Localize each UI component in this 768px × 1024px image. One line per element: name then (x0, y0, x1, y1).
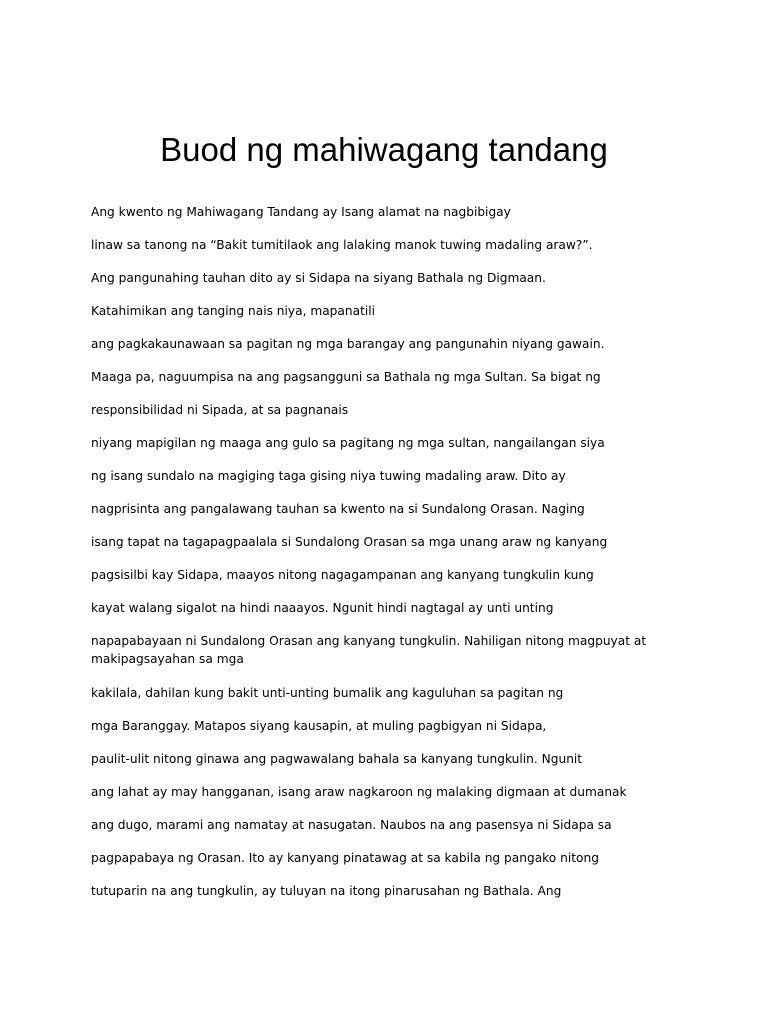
paragraph-line: kakilala, dahilan kung bakit unti-unting bumalik ang kaguluhan sa pagitan ng (91, 686, 564, 700)
paragraph-line: ang lahat ay may hangganan, isang araw nagkaroon ng malaking digmaan at dumanak (91, 785, 627, 799)
paragraph-line: mga Baranggay. Matapos siyang kausapin, at muling pagbigyan ni Sidapa, (91, 719, 547, 733)
paragraph-line: niyang mapigilan ng maaga ang gulo sa pagitang ng mga sultan, nangailangan siya (91, 436, 605, 450)
paragraph-line: tutuparin na ang tungkulin, ay tuluyan na itong pinarusahan ng Bathala. Ang (91, 884, 562, 898)
paragraph-line: ang dugo, marami ang namatay at nasugatan. Naubos na ang pasensya ni Sidapa sa (91, 818, 612, 832)
paragraph-line: kayat walang sigalot na hindi naaayos. Ngunit hindi nagtagal ay unti unting (91, 601, 554, 615)
paragraph-line: pagpapabaya ng Orasan. Ito ay kanyang pinatawag at sa kabila ng pangako nitong (91, 851, 599, 865)
paragraph-line: Ang kwento ng Mahiwagang Tandang ay Isang alamat na nagbibigay (91, 205, 511, 219)
paragraph-line: napapabayaan ni Sundalong Orasan ang kanyang tungkulin. Nahiligan nitong magpuyat at makipagsayahan sa mga (91, 634, 647, 666)
page-title: Buod ng mahiwagang tandang (160, 131, 608, 168)
paragraph-line: pagsisilbi kay Sidapa, maayos nitong nagagampanan ang kanyang tungkulin kung (91, 568, 594, 582)
paragraph-line: nagprisinta ang pangalawang tauhan sa kwento na si Sundalong Orasan. Naging (91, 502, 585, 516)
paragraph-line: ang pagkakaunawaan sa pagitan ng mga barangay ang pangunahin niyang gawain. (91, 337, 605, 351)
paragraph-line: Ang pangunahing tauhan dito ay si Sidapa na siyang Bathala ng Digmaan. (91, 271, 546, 285)
paragraph-line: Maaga pa, naguumpisa na ang pagsangguni sa Bathala ng mga Sultan. Sa bigat ng (91, 370, 601, 384)
paragraph-line: linaw sa tanong na “Bakit tumitilaok ang lalaking manok tuwing madaling araw?”. (91, 238, 593, 252)
paragraph-line: responsibilidad ni Sipada, at sa pagnanais (91, 403, 349, 417)
paragraph-line: paulit-ulit nitong ginawa ang pagwawalang bahala sa kanyang tungkulin. Ngunit (91, 752, 583, 766)
paragraph-line: Katahimikan ang tanging nais niya, mapanatili (91, 304, 376, 318)
paragraph-line: isang tapat na tagapagpaalala si Sundalong Orasan sa mga unang araw ng kanyang (91, 535, 608, 549)
paragraph-line: ng isang sundalo na magiging taga gising niya tuwing madaling araw. Dito ay (91, 469, 566, 483)
